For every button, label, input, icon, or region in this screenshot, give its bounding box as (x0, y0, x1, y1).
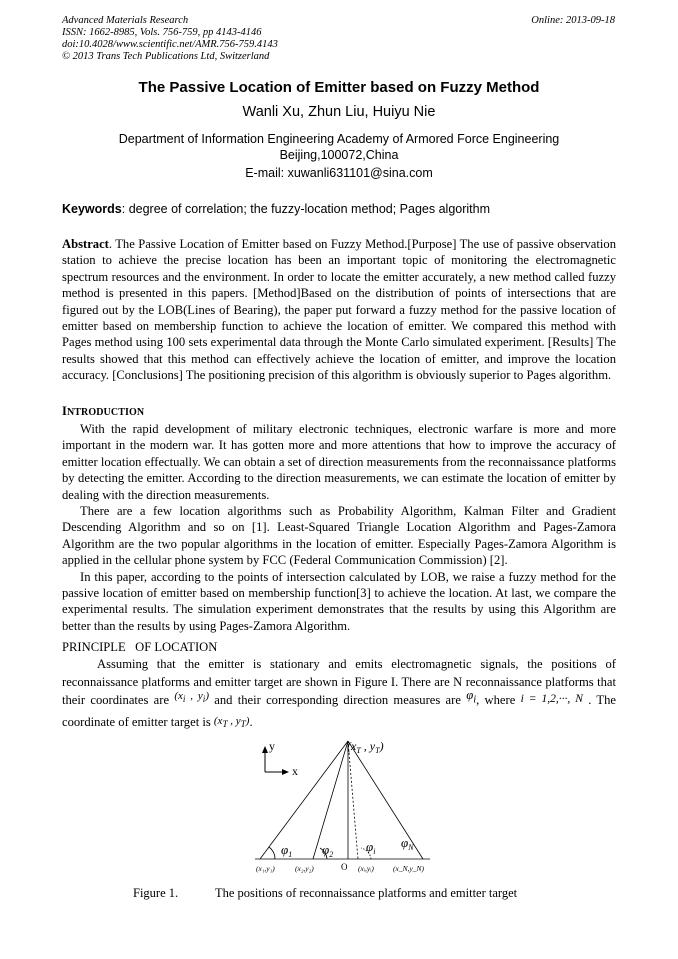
principle-heading: PRINCIPLE OF LOCATION (62, 640, 218, 654)
intro-heading-rest: NTRODUCTION (66, 407, 145, 418)
phi-2-label: $\varphi_2$ (322, 842, 334, 859)
origin-label: O (341, 862, 348, 872)
target-label: ($x_T$ , $y_T$) (347, 739, 384, 755)
keywords (62, 202, 490, 216)
intro-heading-initial: I (62, 404, 67, 418)
platform-n-label: (x_N,y_N) (393, 864, 425, 873)
abstract (62, 236, 616, 384)
affiliation-line-2: Beijing,100072,China (279, 148, 399, 162)
bearing-line-i-dashed (348, 741, 358, 859)
affiliation (62, 131, 616, 163)
principle-text-2: and their corresponding direction measures are (209, 692, 467, 707)
x-axis-label: x (292, 764, 298, 778)
platform-i-label: (xᵢ,yᵢ) (358, 864, 374, 873)
phi-1-label: $\varphi_1$ (281, 842, 293, 859)
introduction-heading (62, 404, 144, 419)
doi-line: doi:10.4028/www.scientific.net/AMR.756-759.4143 (62, 39, 278, 50)
coord-formula: ($x_i$ , $y_i$) (174, 689, 210, 704)
online-date: Online: 2013-09-18 (531, 15, 615, 26)
journal-name: Advanced Materials Research (62, 15, 189, 26)
abstract-label: Abstract (62, 237, 109, 251)
caption-label: Figure 1. (133, 886, 179, 900)
keywords-label: Keywords (62, 202, 122, 216)
authors: Wanli Xu, Zhun Liu, Huiyu Nie (242, 104, 436, 120)
principle-body: Assuming that the emitter is stationary and emits electromagnetic signals, the positions of reconnaissance platforms and emitter target are shown in Figure I. There are N reconnaissance platforms that their coordinates are ($x_i$ , $y_i$) and their corresponding direction measures are $\varphi_i$, where i = 1,2,···, N . The coordinate of emitter target is ($x_T$ , $y_T$). (62, 657, 616, 730)
caption-text: The positions of reconnaissance platforms and emitter target (215, 886, 518, 900)
bearing-line-2 (313, 741, 348, 859)
figure-platforms-diagram (255, 734, 430, 880)
intro-paragraph: In this paper, according to the points of intersection calculated by LOB, we raise a fuzzy method for the passive location of emitter based on membership function[3] to achieve the location. At last, we compare the experimental results. The simulation experiment demonstrates that the results by using this Algorithm are better than the results by using Pages-Zamora Algorithm. (62, 569, 616, 633)
affiliation-line-1: Department of Information Engineering Academy of Armored Force Engineering (118, 132, 560, 146)
x-arrowhead (282, 769, 289, 775)
phi-i-formula: $\varphi_i$ (466, 687, 477, 706)
intro-paragraph: With the rapid development of military electronic techniques, electronic warfare is more and more important in the modern war. It has gotten more and more attentions that how to improve the accuracy of emitter location effectually. We can obtain a set of direction measurements from the reconnaissance platforms by detecting the emitter. According to the direction measurements, we can estimate the location of emitter by dealing with the direction measurements. (62, 422, 616, 502)
issn-line: ISSN: 1662-8985, Vols. 756-759, pp 4143-4146 (62, 27, 262, 38)
platform-1-label: (x₁,y₁) (256, 864, 275, 873)
y-axis-label: y (269, 739, 275, 753)
email: E-mail: xuwanli631101@sina.com (245, 166, 433, 180)
intro-paragraph: There are a few location algorithms such as Probability Algorithm, Kalman Filter and Gradient Descending Algorithm and so on [1]. Least-Squared Triangle Location Algorithm and Pages-Zamora Algorithm are the two popular algorithms in the location of emitter. Especially Pages-Zamora Algorithm is applied in the cellular phone system by FCC (Federal Communication Commission) [2]. (62, 504, 616, 568)
target-formula: ($x_T$ , $y_T$) (213, 714, 250, 730)
keywords-text: : degree of correlation; the fuzzy-location method; Pages algorithm (121, 202, 491, 216)
principle-text-4: . The coordinate of emitter target is (62, 692, 616, 729)
arc-phi-1 (269, 847, 275, 859)
copyright-line: © 2013 Trans Tech Publications Ltd, Switzerland (62, 51, 270, 62)
bearing-line-n (348, 741, 423, 859)
platform-2-label: (x₂,y₂) (295, 864, 314, 873)
index-range-formula: i = 1,2,···, N (520, 692, 583, 705)
paper-title: The Passive Location of Emitter based on Fuzzy Method (138, 79, 540, 96)
principle-text-3: , where (476, 692, 521, 707)
bearing-line-1 (260, 741, 348, 859)
journal-header (62, 15, 278, 63)
abstract-text: . The Passive Location of Emitter based on Fuzzy Method.[Purpose] The use of passive observation station to achieve the precise location has been an important topic of monitoring the electromagnetic spectrum resources and the environment. In order to locate the emitter accurately, a new method called fuzzy method is presented in this papers. [Method]Based on the distribution of points of intersections that are figured out by the LOB(Lines of Bearing), the paper put forward a fuzzy method for the passive location of emitter based on membership function to achieve the location of emitter. We compared this method with Pages method using 100 sets experimental data through the Monte Carlo simulated experiment. [Results] The results showed that this method can effectively achieve the location of emitter, and improve the location accuracy. [Conclusions] The positioning precision of this algorithm is obviously superior to Pages algorithm. (62, 237, 616, 383)
phi-i-label: $\varphi_i$ (366, 839, 376, 856)
introduction-body (62, 421, 616, 634)
figure-caption (133, 886, 517, 901)
phi-n-label: $\varphi_N$ (401, 835, 414, 852)
y-arrowhead (262, 746, 268, 753)
principle-text-1: Assuming that the emitter is stationary and emits electromagnetic signals, the positions of reconnaissance platforms and emitter target are shown in Figure I. There are N reconnaissance platforms that their coordinates are (62, 657, 616, 707)
